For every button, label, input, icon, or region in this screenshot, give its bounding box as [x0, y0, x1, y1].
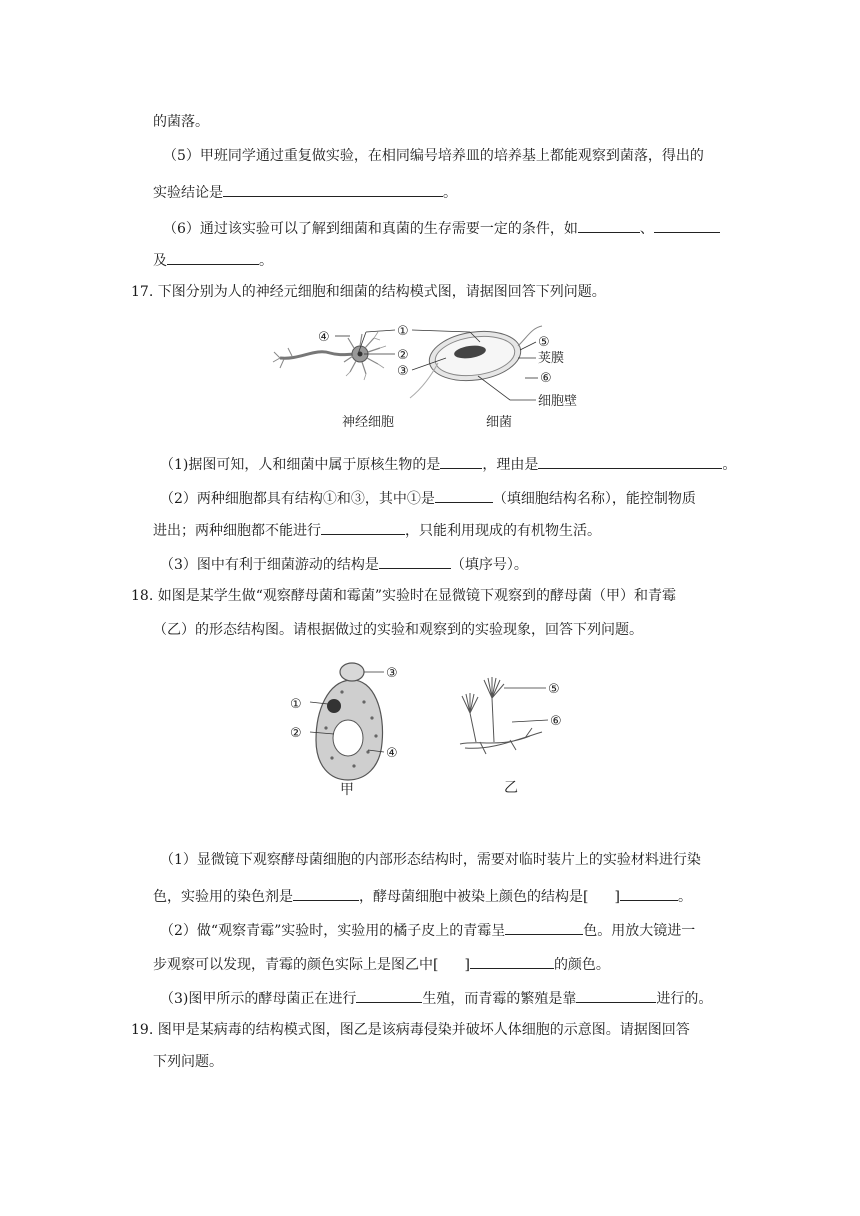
q16-6-line: （6）通过该实验可以了解到细菌和真菌的生存需要一定的条件，如 、: [163, 216, 720, 239]
q16-5-line: （5）甲班同学通过重复做实验，在相同编号培养皿的培养基上都能观察到菌落，得出的: [163, 148, 704, 164]
q17-3-line: （3）图中有利于细菌游动的结构是 （填序号）。: [160, 552, 528, 575]
answer-blank[interactable]: [293, 884, 359, 901]
yeast-vacuole: [333, 720, 363, 756]
penicillium: [460, 677, 542, 754]
caption-yi: 乙: [504, 780, 518, 796]
yeast-label-3: ③: [386, 666, 398, 681]
caption-neuron: 神经细胞: [342, 415, 395, 430]
q16-line-1: 的菌落。: [153, 114, 209, 130]
answer-blank[interactable]: [538, 452, 722, 469]
answer-blank[interactable]: [470, 952, 554, 969]
caption-bacteria: 细菌: [486, 415, 513, 430]
label-5: ⑤: [538, 335, 550, 350]
label-2: ②: [397, 348, 409, 363]
q18-2-line: （2）做“观察青霉”实验时，实验用的橘子皮上的青霉呈 色。用放大镜进一: [160, 918, 695, 941]
caption-jia: 甲: [340, 782, 354, 798]
q16-5-answer-line: 实验结论是 。: [153, 180, 457, 203]
answer-blank[interactable]: [167, 248, 259, 265]
yeast-label-4: ④: [386, 746, 398, 761]
neuron-bacteria-figure: [270, 318, 600, 433]
answer-blank[interactable]: [576, 986, 656, 1003]
label-cell-wall: 细胞壁: [538, 394, 578, 409]
answer-blank[interactable]: [440, 452, 482, 469]
q18-3-line: （3)图甲所示的酵母菌正在进行 生殖，而青霉的繁殖是靠 进行的。: [160, 986, 712, 1009]
answer-blank[interactable]: [578, 216, 640, 233]
label-capsule: 荚膜: [538, 351, 565, 366]
penicillium-label-6: ⑥: [550, 714, 562, 729]
q16-6-cont-line: 及 。: [153, 248, 273, 271]
answer-blank[interactable]: [321, 518, 405, 535]
q18-2-cont-line: 步观察可以发现，青霉的颜色实际上是图乙中[ ] 的颜色。: [153, 952, 610, 975]
label-3: ③: [397, 364, 409, 379]
label-6: ⑥: [540, 371, 552, 386]
yeast-penicillium-figure: [280, 658, 580, 798]
label-4: ④: [318, 330, 330, 345]
yeast-label-1: ①: [290, 697, 302, 712]
q18-1-cont-line: 色，实验用的染色剂是 ，酵母菌细胞中被染上颜色的结构是[ ] 。: [153, 884, 692, 907]
q18-1-line: （1）显微镜下观察酵母菌细胞的内部形态结构时，需要对临时装片上的实验材料进行染: [160, 852, 701, 868]
q18-title-line-2: （乙）的形态结构图。请根据做过的实验和观察到的实验现象，回答下列问题。: [153, 622, 643, 638]
label-1: ①: [397, 324, 409, 339]
yeast-label-2: ②: [290, 726, 302, 741]
penicillium-label-5: ⑤: [548, 682, 560, 697]
q19-title-line-1: 19. 图甲是某病毒的结构模式图，图乙是该病毒侵染并破坏人体细胞的示意图。请据图回答: [131, 1022, 690, 1038]
q19-title-line-2: 下列问题。: [153, 1054, 223, 1070]
q17-2-cont-line: 进出；两种细胞都不能进行 ，只能利用现成的有机物生活。: [153, 518, 601, 541]
yeast-bud: [340, 663, 364, 681]
yeast-nucleus: [327, 699, 341, 713]
q17-2-line: （2）两种细胞都具有结构①和③，其中①是 （填细胞结构名称），能控制物质: [160, 486, 696, 509]
q17-1-line: （1)据图可知，人和细菌中属于原核生物的是 ，理由是 。: [160, 452, 736, 475]
answer-blank[interactable]: [505, 918, 583, 935]
answer-blank[interactable]: [620, 884, 678, 901]
answer-blank[interactable]: [356, 986, 422, 1003]
answer-blank[interactable]: [223, 180, 443, 197]
answer-blank[interactable]: [654, 216, 720, 233]
answer-blank[interactable]: [379, 552, 451, 569]
q17-title: 17. 下图分别为人的神经元细胞和细菌的结构模式图，请据图回答下列问题。: [131, 284, 606, 300]
answer-blank[interactable]: [435, 486, 493, 503]
q18-title-line-1: 18. 如图是某学生做“观察酵母菌和霉菌”实验时在显微镜下观察到的酵母菌（甲）和青霉: [131, 588, 677, 604]
